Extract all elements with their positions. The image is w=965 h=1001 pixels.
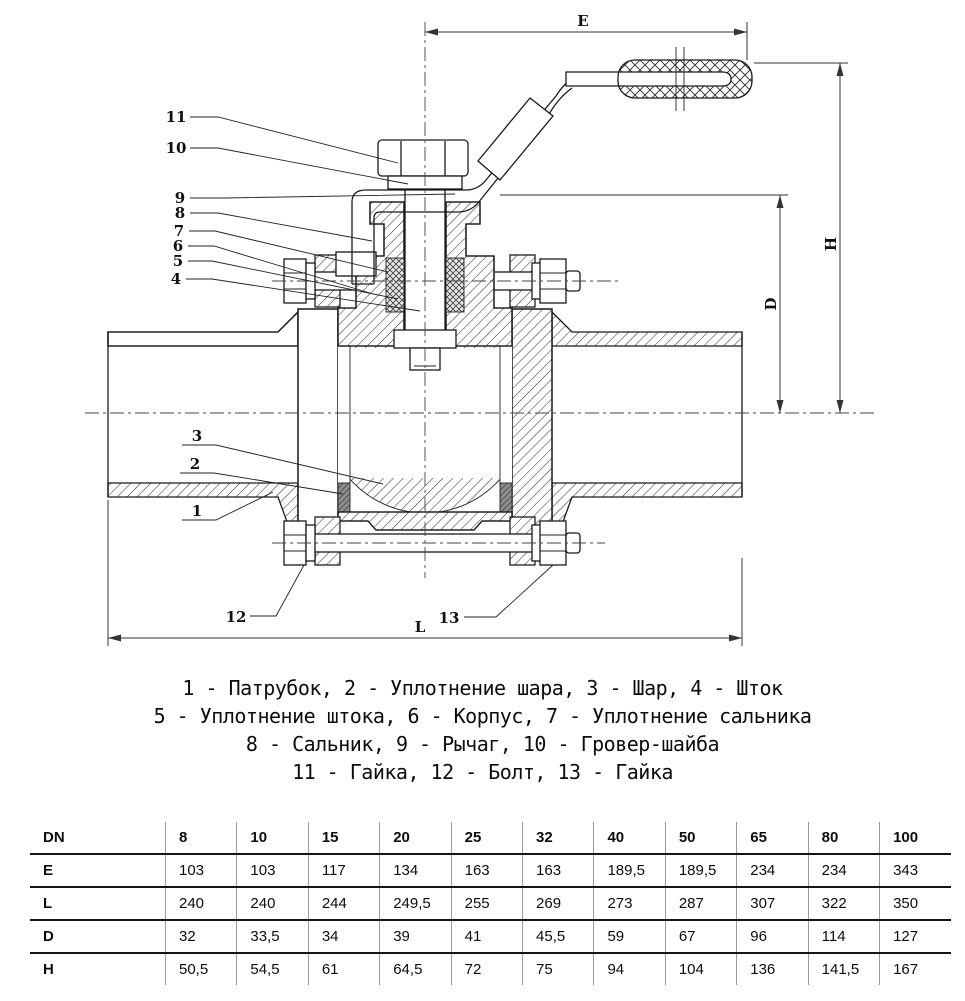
dimension-E [425, 12, 747, 60]
dim-label-E: E [577, 12, 589, 30]
table-cell: 61 [308, 953, 379, 985]
table-cell: 350 [880, 887, 951, 920]
table-cell: 307 [737, 887, 808, 920]
legend-line: 5 - Уплотнение штока, 6 - Корпус, 7 - Уплотнение сальника [153, 704, 812, 728]
table-cell: 255 [451, 887, 522, 920]
callout-8: 8 [174, 204, 186, 222]
handle-tube [566, 72, 731, 86]
legend-line: 8 - Сальник, 9 - Рычаг, 10 - Гровер-шайба [245, 732, 720, 756]
col-header-dn-20: 20 [380, 822, 451, 854]
callout-2: 2 [189, 455, 201, 473]
stem-nut [378, 140, 468, 176]
table-cell: 96 [737, 920, 808, 953]
table-cell: 67 [665, 920, 736, 953]
table-header-row [30, 822, 951, 854]
table-cell: 39 [380, 920, 451, 953]
callout-7: 7 [173, 222, 185, 240]
table-cell: 273 [594, 887, 665, 920]
col-header-dn-32: 32 [523, 822, 594, 854]
row-label-E: E [30, 854, 166, 887]
callout-11: 11 [165, 108, 187, 126]
table-cell: 41 [451, 920, 522, 953]
table-cell: 322 [808, 887, 879, 920]
col-header-dn-8: 8 [166, 822, 237, 854]
table-cell: 163 [451, 854, 522, 887]
col-header-dn-40: 40 [594, 822, 665, 854]
col-header-dn-100: 100 [880, 822, 951, 854]
legend-line: 11 - Гайка, 12 - Болт, 13 - Гайка [292, 760, 673, 784]
dimension-H [754, 63, 848, 413]
table-cell: 141,5 [808, 953, 879, 985]
table-cell: 244 [308, 887, 379, 920]
pipe-right [552, 312, 742, 552]
table-cell: 163 [523, 854, 594, 887]
callout-3: 3 [191, 427, 203, 445]
callout-5: 5 [172, 252, 184, 270]
lever-sleeve [478, 98, 553, 180]
table-cell: 45,5 [523, 920, 594, 953]
row-label-H: H [30, 953, 166, 985]
table-cell: 117 [308, 854, 379, 887]
table-cell: 32 [166, 920, 237, 953]
table-cell: 287 [665, 887, 736, 920]
callout-12: 12 [225, 608, 247, 626]
table-cell: 249,5 [380, 887, 451, 920]
col-header-dn-80: 80 [808, 822, 879, 854]
table-row-H [30, 953, 951, 985]
col-header-dn-25: 25 [451, 822, 522, 854]
table-cell: 134 [380, 854, 451, 887]
table-cell: 189,5 [665, 854, 736, 887]
table-cell: 234 [737, 854, 808, 887]
table-row-D [30, 920, 951, 953]
table-cell: 64,5 [380, 953, 451, 985]
callout-4: 4 [170, 270, 182, 288]
col-header-dn: DN [43, 829, 65, 846]
table-cell: 34 [308, 920, 379, 953]
table-cell: 240 [237, 887, 308, 920]
table-cell: 75 [523, 953, 594, 985]
col-header-dn-15: 15 [308, 822, 379, 854]
dim-label-L: L [414, 618, 426, 636]
table-cell: 343 [880, 854, 951, 887]
callout-1: 1 [191, 502, 203, 520]
callout-6: 6 [172, 237, 184, 255]
table-cell: 104 [665, 953, 736, 985]
row-label-D: D [30, 920, 166, 953]
col-header-dn-65: 65 [737, 822, 808, 854]
table-row-E [30, 854, 951, 887]
dim-label-D: D [762, 297, 780, 311]
table-cell: 103 [237, 854, 308, 887]
table-cell: 72 [451, 953, 522, 985]
pipe-left [108, 312, 298, 552]
table-cell: 189,5 [594, 854, 665, 887]
table-cell: 234 [808, 854, 879, 887]
col-header-dn-10: 10 [237, 822, 308, 854]
table-cell: 167 [880, 953, 951, 985]
table-cell: 94 [594, 953, 665, 985]
table-row-L [30, 887, 951, 920]
col-header-dn-50: 50 [665, 822, 736, 854]
table-cell: 33,5 [237, 920, 308, 953]
parts-legend [0, 674, 965, 786]
dimension-table [30, 822, 951, 985]
legend-line: 1 - Патрубок, 2 - Уплотнение шара, 3 - Шар, 4 - Шток [182, 676, 783, 700]
table-cell: 269 [523, 887, 594, 920]
table-cell: 127 [880, 920, 951, 953]
dim-label-H: H [822, 236, 840, 252]
table-cell: 240 [166, 887, 237, 920]
callout-10: 10 [165, 139, 187, 157]
table-cell: 114 [808, 920, 879, 953]
table-cell: 136 [737, 953, 808, 985]
table-cell: 59 [594, 920, 665, 953]
table-cell: 50,5 [166, 953, 237, 985]
table-cell: 54,5 [237, 953, 308, 985]
dimension-table-wrap [30, 822, 951, 985]
row-label-L: L [30, 887, 166, 920]
table-cell: 103 [166, 854, 237, 887]
callout-13: 13 [438, 609, 460, 627]
callout-9: 9 [174, 189, 186, 207]
